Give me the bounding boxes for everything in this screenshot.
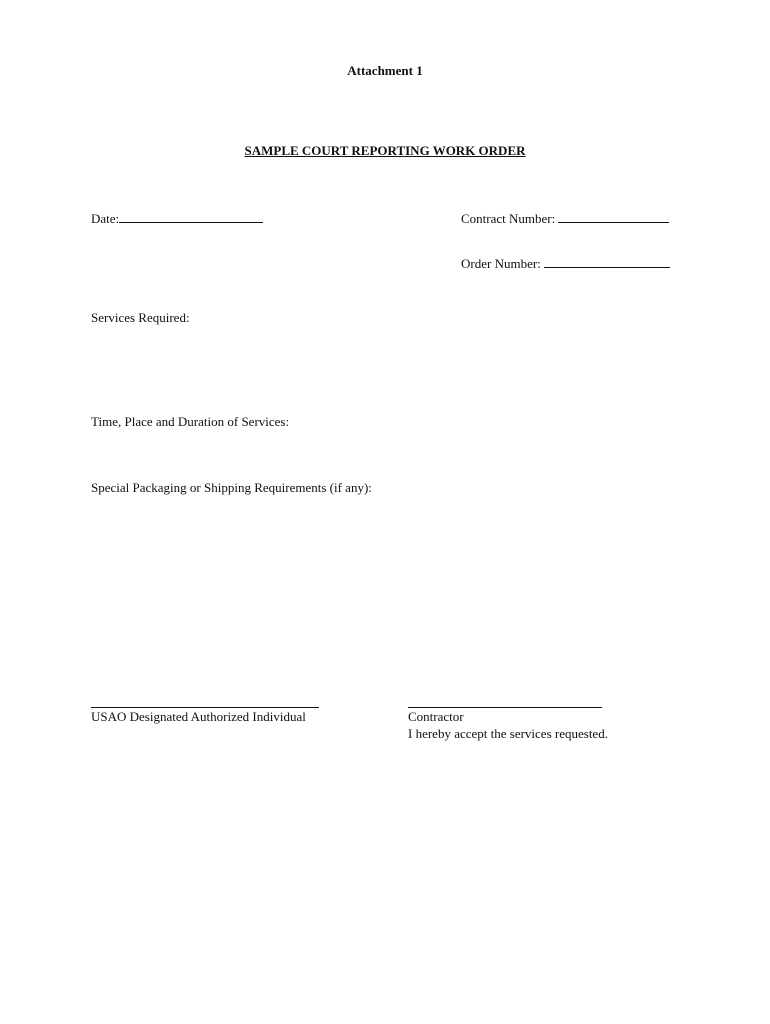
contract-number-field [461,210,669,227]
order-number-field [461,255,670,272]
services-required-label: Services Required: [91,310,190,325]
usao-signature-label: USAO Designated Authorized Individual [91,709,306,724]
date-label: Date: [91,211,120,226]
usao-signature-line[interactable] [91,707,319,708]
document-title: SAMPLE COURT REPORTING WORK ORDER [244,143,526,158]
contract-number-label: Contract Number: [461,211,559,226]
time-place-duration-label: Time, Place and Duration of Services: [91,414,290,429]
special-packaging-label: Special Packaging or Shipping Requirements (if any): [91,480,372,495]
date-field [91,210,263,227]
contractor-signature-line[interactable] [408,707,602,708]
date-blank[interactable] [119,210,263,223]
contractor-acceptance-statement: I hereby accept the services requested. [408,726,608,741]
order-number-label: Order Number: [461,256,545,271]
contract-number-blank[interactable] [558,210,669,223]
attachment-label: Attachment 1 [347,63,423,78]
order-number-blank[interactable] [544,255,670,268]
contractor-signature-label: Contractor [408,709,464,724]
